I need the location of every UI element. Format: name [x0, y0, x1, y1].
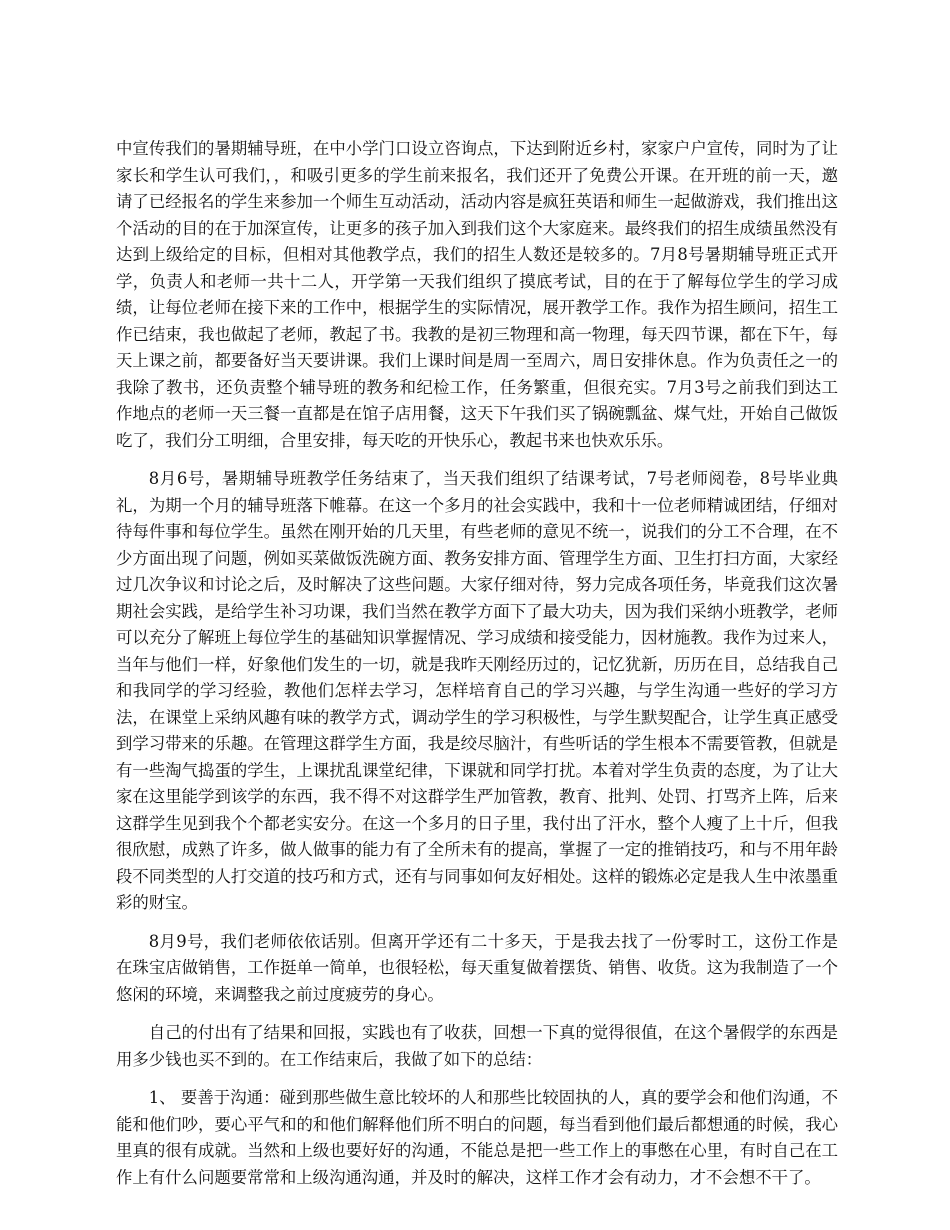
paragraph-2: 8月6号，暑期辅导班教学任务结束了，当天我们组织了结课考试，7号老师阅卷，8号毕业典礼，为期一个月的辅导班落下帷幕。在这一个多月的社会实践中，我和十一位老师精诚团结，仔细对待每件事和每位学生。虽然在刚开始的几天里，有些老师的意见不统一，说我们的分工不合理，在不少方面出现了问题，例如买菜做饭洗碗方面、教务安排方面、管理学生方面、卫生打扫方面，大家经过几次争议和讨论之后，及时解决了这些问题。大家仔细对待，努力完成各项任务，毕竟我们这次暑期社会实践，是给学生补习功课，我们当然在教学方面下了最大功夫，因为我们采纳小班教学，老师可以充分了解班上每位学生的基础知识掌握情况、学习成绩和接受能力，因材施教。我作为过来人，当年与他们一样，好象他们发生的一切，就是我昨天刚经历过的，记忆犹新，历历在目，总结我自己和我同学的学习经验，教他们怎样去学习，怎样培育自己的学习兴趣，与学生沟通一些好的学习方法，在课堂上采纳风趣有味的教学方式，调动学生的学习积极性，与学生默契配合，让学生真正感受到学习带来的乐趣。在管理这群学生方面，我是绞尽脑汁，有些听话的学生根本不需要管教，但就是有一些淘气捣蛋的学生，上课扰乱课堂纪律，下课就和同学打扰。本着对学生负责的态度，为了让大家在这里能学到该学的东西，我不得不对这群学生严加管教，教育、批判、处罚、打骂齐上阵，后来这群学生见到我个个都老实安分。在这一个多月的日子里，我付出了汗水，整个人瘦了上十斤，但我很欣慰，成熟了许多，做人做事的能力有了全所未有的提高，掌握了一定的推销技巧，和与不用年龄段不同类型的人打交道的技巧和方式，还有与同事如何友好相处。这样的锻炼必定是我人生中浓墨重彩的财宝。 — [116, 469, 838, 912]
paragraph-1: 中宣传我们的暑期辅导班，在中小学门口设立咨询点，下达到附近乡村，家家户户宣传，同时为了让家长和学生认可我们，，和吸引更多的学生前来报名，我们还开了免费公开课。在开班的前一天，邀请了已经报名的学生来参加一个师生互动活动，活动内容是疯狂英语和师生一起做游戏，我们推出这个活动的目的在于加深宣传，让更多的孩子加入到我们这个大家庭来。最终我们的招生成绩虽然没有达到上级给定的目标，但相对其他教学点，我们的招生人数还是较多的。7月8号暑期辅导班正式开学，负责人和老师一共十二人，开学第一天我们组织了摸底考试，目的在于了解每位学生的学习成绩，让每位老师在接下来的工作中，根据学生的实际情况，展开教学工作。我作为招生顾问，招生工作已结束，我也做起了老师，教起了书。我教的是初三物理和高一物理，每天四节课，都在下午，每天上课之前，都要备好当天要讲课。我们上课时间是周一至周六，周日安排休息。作为负责任之一的我除了教书，还负责整个辅导班的教务和纪检工作，任务繁重，但很充实。7月3号之前我们到达工作地点的老师一天三餐一直都是在馆子店用餐，这天下午我们买了锅碗瓢盆、煤气灶，开始自己做饭吃了，我们分工明细，合里安排，每天吃的开快乐心，教起书来也快欢乐乐。 — [116, 139, 838, 450]
paragraph-4: 自己的付出有了结果和回报，实践也有了收获，回想一下真的觉得很值，在这个暑假学的东西是用多少钱也买不到的。在工作结束后，我做了如下的总结： — [116, 1023, 838, 1069]
paragraph-5: 1、 要善于沟通：碰到那些做生意比较坏的人和那些比较固执的人，真的要学会和他们沟通，不能和他们吵，要心平气和的和他们解释他们所不明白的问题，每当看到他们最后都想通的时候，我心里真的很有成就。当然和上级也要好好的沟通，不能总是把一些工作上的事憋在心里，有时自己在工作上有什么问题要常常和上级沟通沟通，并及时的解决，这样工作才会有动力，才不会想不干了。 — [116, 1088, 838, 1187]
document-body — [116, 136, 838, 1203]
paragraph-3: 8月9号，我们老师依依话别。但离开学还有二十多天，于是我去找了一份零时工，这份工作是在珠宝店做销售，工作挺单一简单，也很轻松，每天重复做着摆货、销售、收货。这为我制造了一个悠闲的环境，来调整我之前过度疲劳的身心。 — [116, 931, 838, 1004]
